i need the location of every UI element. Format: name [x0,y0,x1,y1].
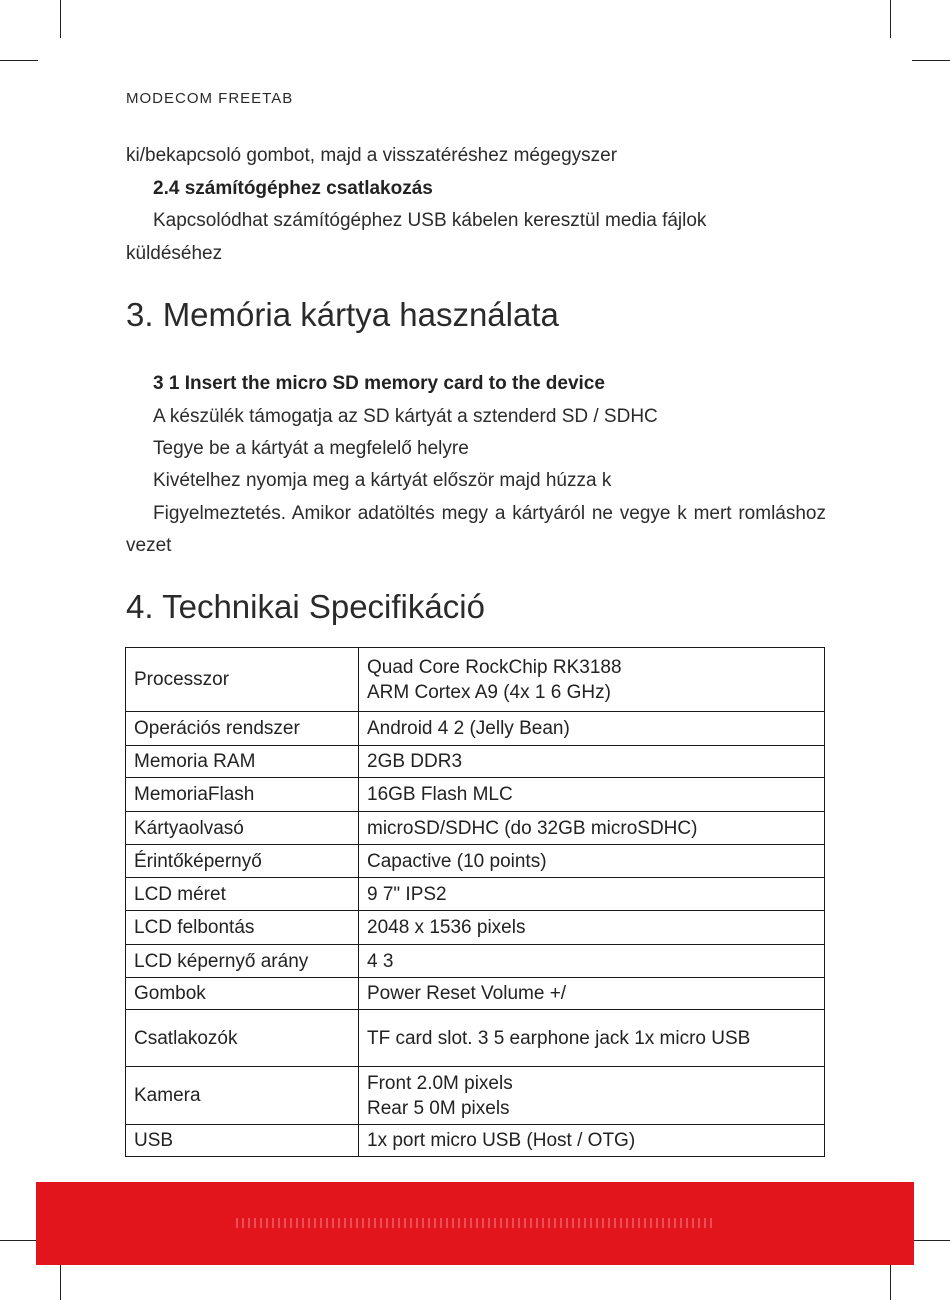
body-line: Kivételhez nyomja meg a kártyát először majd húzza k [153,470,612,491]
table-row [126,911,825,945]
intro-line: Kapcsolódhat számítógéphez USB kábelen keresztül media fájlok [153,210,707,231]
spec-value [359,978,825,1010]
spec-value-line: 2048 x 1536 pixels [367,917,526,938]
table-row [126,945,825,978]
crop-mark [890,0,891,38]
spec-value-line: microSD/SDHC (do 32GB microSDHC) [367,817,698,839]
table-row [126,778,825,812]
warning-paragraph: Figyelmeztetés. Amikor adatöltés megy a kártyáról ne vegye k mert romláshoz vezet [126,503,826,556]
spec-label: MemoriaFlash [126,778,359,812]
spec-value [359,1125,825,1157]
spec-label: Érintőképernyő [126,845,359,878]
table-row [126,1010,825,1067]
table-row [126,648,825,712]
footer-bar [36,1182,914,1265]
table-row [126,845,825,878]
spec-table [125,647,825,1157]
page-header: MODECOM FREETAB [126,90,294,107]
spec-label: USB [126,1125,359,1157]
spec-label: Kártyaolvasó [126,812,359,845]
spec-label: Csatlakozók [126,1010,359,1067]
table-row [126,812,825,845]
spec-label: Processzor [126,648,359,712]
spec-value-line: Power Reset Volume +/ [367,983,567,1004]
spec-value-line: Quad Core RockChip RK3188 [367,656,622,678]
spec-value [359,911,825,945]
spec-value-line: Front 2.0M pixels [367,1072,513,1094]
body-line: A készülék támogatja az SD kártyát a sztenderd SD / SDHC [153,406,658,427]
spec-value-line: ARM Cortex A9 (4x 1 6 GHz) [367,681,611,703]
spec-label: LCD képernyő arány [126,945,359,978]
spec-label: Kamera [126,1067,359,1125]
spec-label: Operációs rendszer [126,712,359,746]
table-row [126,978,825,1010]
intro-line: küldéséhez [126,243,223,264]
spec-label: Memoria RAM [126,746,359,778]
spec-value-line: 9 7" IPS2 [367,883,447,905]
section-4-title: 4. Technikai Specifikáció [126,588,485,625]
table-row [126,878,825,911]
spec-value [359,1010,825,1067]
spec-value [359,1067,825,1125]
table-row [126,712,825,746]
spec-value-line: Android 4 2 (Jelly Bean) [367,718,570,739]
crop-mark [912,1240,950,1241]
spec-value-line: 1x port micro USB (Host / OTG) [367,1130,636,1151]
crop-mark [912,60,950,61]
spec-value-line: Rear 5 0M pixels [367,1097,510,1119]
spec-value [359,746,825,778]
spec-value [359,945,825,978]
intro-line: ki/bekapcsoló gombot, majd a visszatéréshez mégegyszer [126,145,618,166]
table-row [126,1067,825,1125]
crop-mark [0,60,38,61]
crop-mark [890,1262,891,1300]
spec-value-line: TF card slot. 3 5 earphone jack 1x micro USB [367,1027,751,1049]
table-row [126,1125,825,1157]
sub-heading-3-1: 3 1 Insert the micro SD memory card to the device [153,373,605,394]
spec-value-line: Capactive (10 points) [367,850,547,872]
body-line: Tegye be a kártyát a megfelelő helyre [153,438,469,459]
spec-value [359,845,825,878]
spec-value [359,878,825,911]
spec-label: LCD méret [126,878,359,911]
spec-value [359,778,825,812]
spec-value [359,648,825,712]
table-row [126,746,825,778]
spec-value [359,712,825,746]
section-3-title: 3. Memória kártya használata [126,296,559,333]
footer-texture [236,1218,716,1228]
spec-label: Gombok [126,978,359,1010]
spec-label: LCD felbontás [126,911,359,945]
crop-mark [60,0,61,38]
spec-value-line: 4 3 [367,950,394,972]
spec-value-line: 2GB DDR3 [367,751,463,772]
crop-mark [60,1262,61,1300]
spec-value [359,812,825,845]
sub-heading-2-4: 2.4 számítógéphez csatlakozás [153,178,433,199]
spec-value-line: 16GB Flash MLC [367,784,513,805]
crop-mark [0,1240,38,1241]
